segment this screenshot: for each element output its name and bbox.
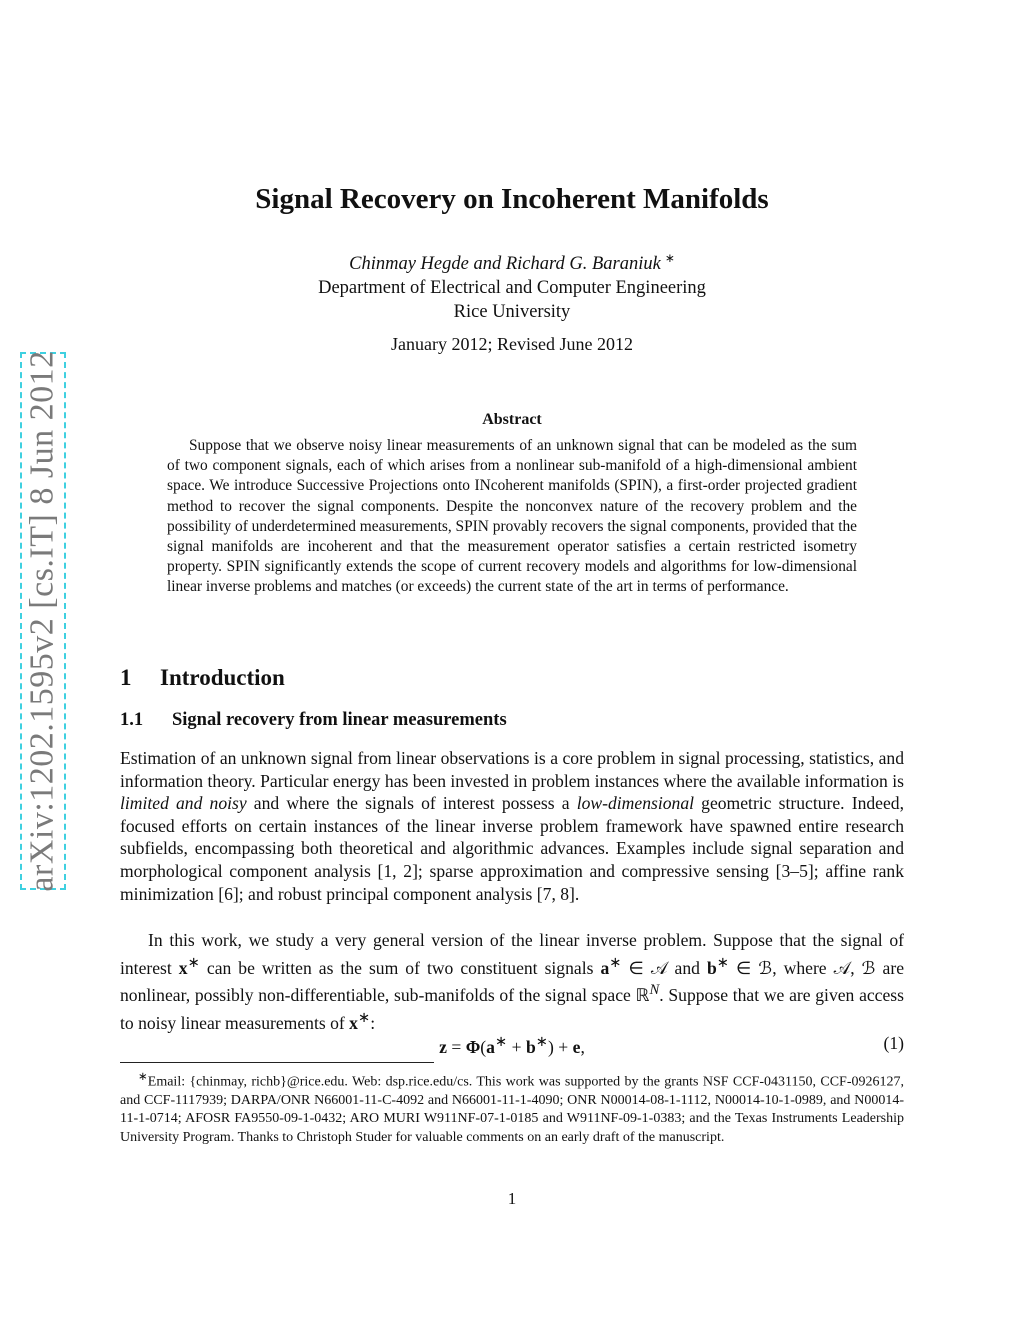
subsection-heading <box>120 710 507 731</box>
math-operator: + <box>507 1036 526 1057</box>
equation-number: (1) <box>883 1033 904 1053</box>
section-title: Introduction <box>160 665 285 690</box>
math-symbol: a <box>600 957 610 978</box>
author-university: Rice University <box>453 302 571 323</box>
emphasis-text: limited and noisy <box>120 793 247 814</box>
paragraph-text: ∈ ℬ, where 𝒜, ℬ are nonlinear, possibly non-differentiable, sub-manifolds of the signal space ℝ <box>120 957 904 1005</box>
paragraph-text: Estimation of an unknown signal from linear observations is a core problem in signal processing, statistics, and information theory. Particular energy has been invested in problem instances where the available information is <box>120 748 904 791</box>
footnote-marker: ∗ <box>138 1070 148 1083</box>
equation-expression: z = Φ(a∗ + b∗) + e, <box>439 1034 585 1057</box>
footnote-divider <box>120 1062 434 1063</box>
paragraph-text: ∈ 𝒜 and <box>621 957 707 978</box>
paragraph-text: : <box>370 1012 376 1033</box>
math-symbol: x <box>349 1012 358 1033</box>
math-operator: ( <box>480 1036 487 1057</box>
footnote <box>120 1068 904 1147</box>
abstract-text: Suppose that we observe noisy linear measurements of an unknown signal that can be modeled as the sum of two component signals, each of which arises from a nonlinear sub-manifold of a high-dimensional ambient space. We introduce Successive Projections onto INcoherent manifolds (SPIN), a first-order projected gradient method to recover the signal components. Despite the nonconvex nature of the recovery problem and the possibility of underdetermined measurements, SPIN provably recovers the signal components, provided that the signal manifolds are incoherent and that the measurement operator satisfies a certain restricted isometry property. SPIN significantly extends the scope of current recovery models and algorithms for low-dimensional linear inverse problems and matches (or exceeds) the current state of the art in terms of performance. <box>167 437 857 596</box>
subsection-number: 1.1 <box>120 710 144 730</box>
abstract-heading: Abstract <box>482 411 542 428</box>
math-operator: ) + <box>548 1036 573 1057</box>
math-symbol: Φ <box>465 1036 481 1057</box>
author-footnote-marker: ∗ <box>664 251 675 265</box>
equation-1 <box>120 1033 904 1057</box>
math-symbol: b <box>525 1036 536 1057</box>
math-symbol: z <box>439 1036 447 1057</box>
math-symbol: a <box>486 1036 495 1057</box>
paper-title: Signal Recovery on Incoherent Manifolds <box>255 183 769 215</box>
paragraph-text: In this work, we study a very general version of the linear inverse problem. Suppose that the signal of interest <box>120 930 904 978</box>
paragraph-text: can be written as the sum of two constituent signals <box>199 957 601 978</box>
subsection-title: Signal recovery from linear measurements <box>172 710 507 730</box>
paper-date: January 2012; Revised June 2012 <box>391 334 633 354</box>
author-names: Chinmay Hegde and Richard G. Baraniuk <box>349 254 661 275</box>
paragraph-text: geometric structure. Indeed, focused efforts on certain instances of the linear inverse problem framework have spawned entire research subfields, encompassing both theoretical and algorithmic advances. Examples include signal separation and morphological component analysis [1, 2]; sparse approximation and compressive sensing [3–5]; affine rank minimization [6]; and robust principal component analysis [7, 8]. <box>120 793 904 904</box>
author-department: Department of Electrical and Computer Engineering <box>318 278 706 299</box>
math-symbol: x <box>178 957 188 978</box>
section-number: 1 <box>120 665 132 690</box>
math-symbol: N <box>649 982 660 999</box>
paragraph-text: and where the signals of interest possess a <box>246 793 577 814</box>
math-operator: = <box>446 1036 466 1057</box>
emphasis-text: low-dimensional <box>576 793 695 814</box>
author-block <box>120 246 904 324</box>
intro-paragraph-2: In this work, we study a very general version of the linear inverse problem. Suppose that the signal of interest x∗ can be written as the sum of two constituent signals a∗ ∈ 𝒜 and b∗ ∈ ℬ, where 𝒜, ℬ are nonlinear, possibly non-differentiable, sub-manifolds of the signal space ℝ$^N$. Suppose that we are given access to noisy linear measurements of x∗: <box>120 930 904 1033</box>
page-number: 1 <box>507 1189 517 1208</box>
section-heading <box>120 665 285 691</box>
footnote-text: Email: {chinmay, richb}@rice.edu. Web: dsp.rice.edu/cs. This work was supported by the grants NSF CCF-0431150, CCF-0926127, and CCF-1117939; DARPA/ONR N66001-11-C-4092 and N66001-11-1-4090; ONR N00014-08-1-1112, N00014-10-1-0989, and N00014-11-1-0714; AFOSR FA9550-09-1-0432; ARO MURI W911NF-07-1-0185 and W911NF-09-1-0383; and the Texas Instruments Leadership University Program. Thanks to Christoph Studer for valuable comments on an early draft of the manuscript. <box>120 1074 904 1145</box>
intro-paragraph-1 <box>120 747 904 905</box>
arxiv-stamp <box>20 352 66 890</box>
math-symbol: b <box>706 957 717 978</box>
paragraph-text: . Suppose that we are given access to noisy linear measurements of <box>120 984 904 1033</box>
arxiv-stamp-text: arXiv:1202.1595v2 [cs.IT] 8 Jun 2012 <box>24 350 61 892</box>
math-operator: , <box>580 1036 585 1057</box>
math-symbol: e <box>572 1036 581 1057</box>
